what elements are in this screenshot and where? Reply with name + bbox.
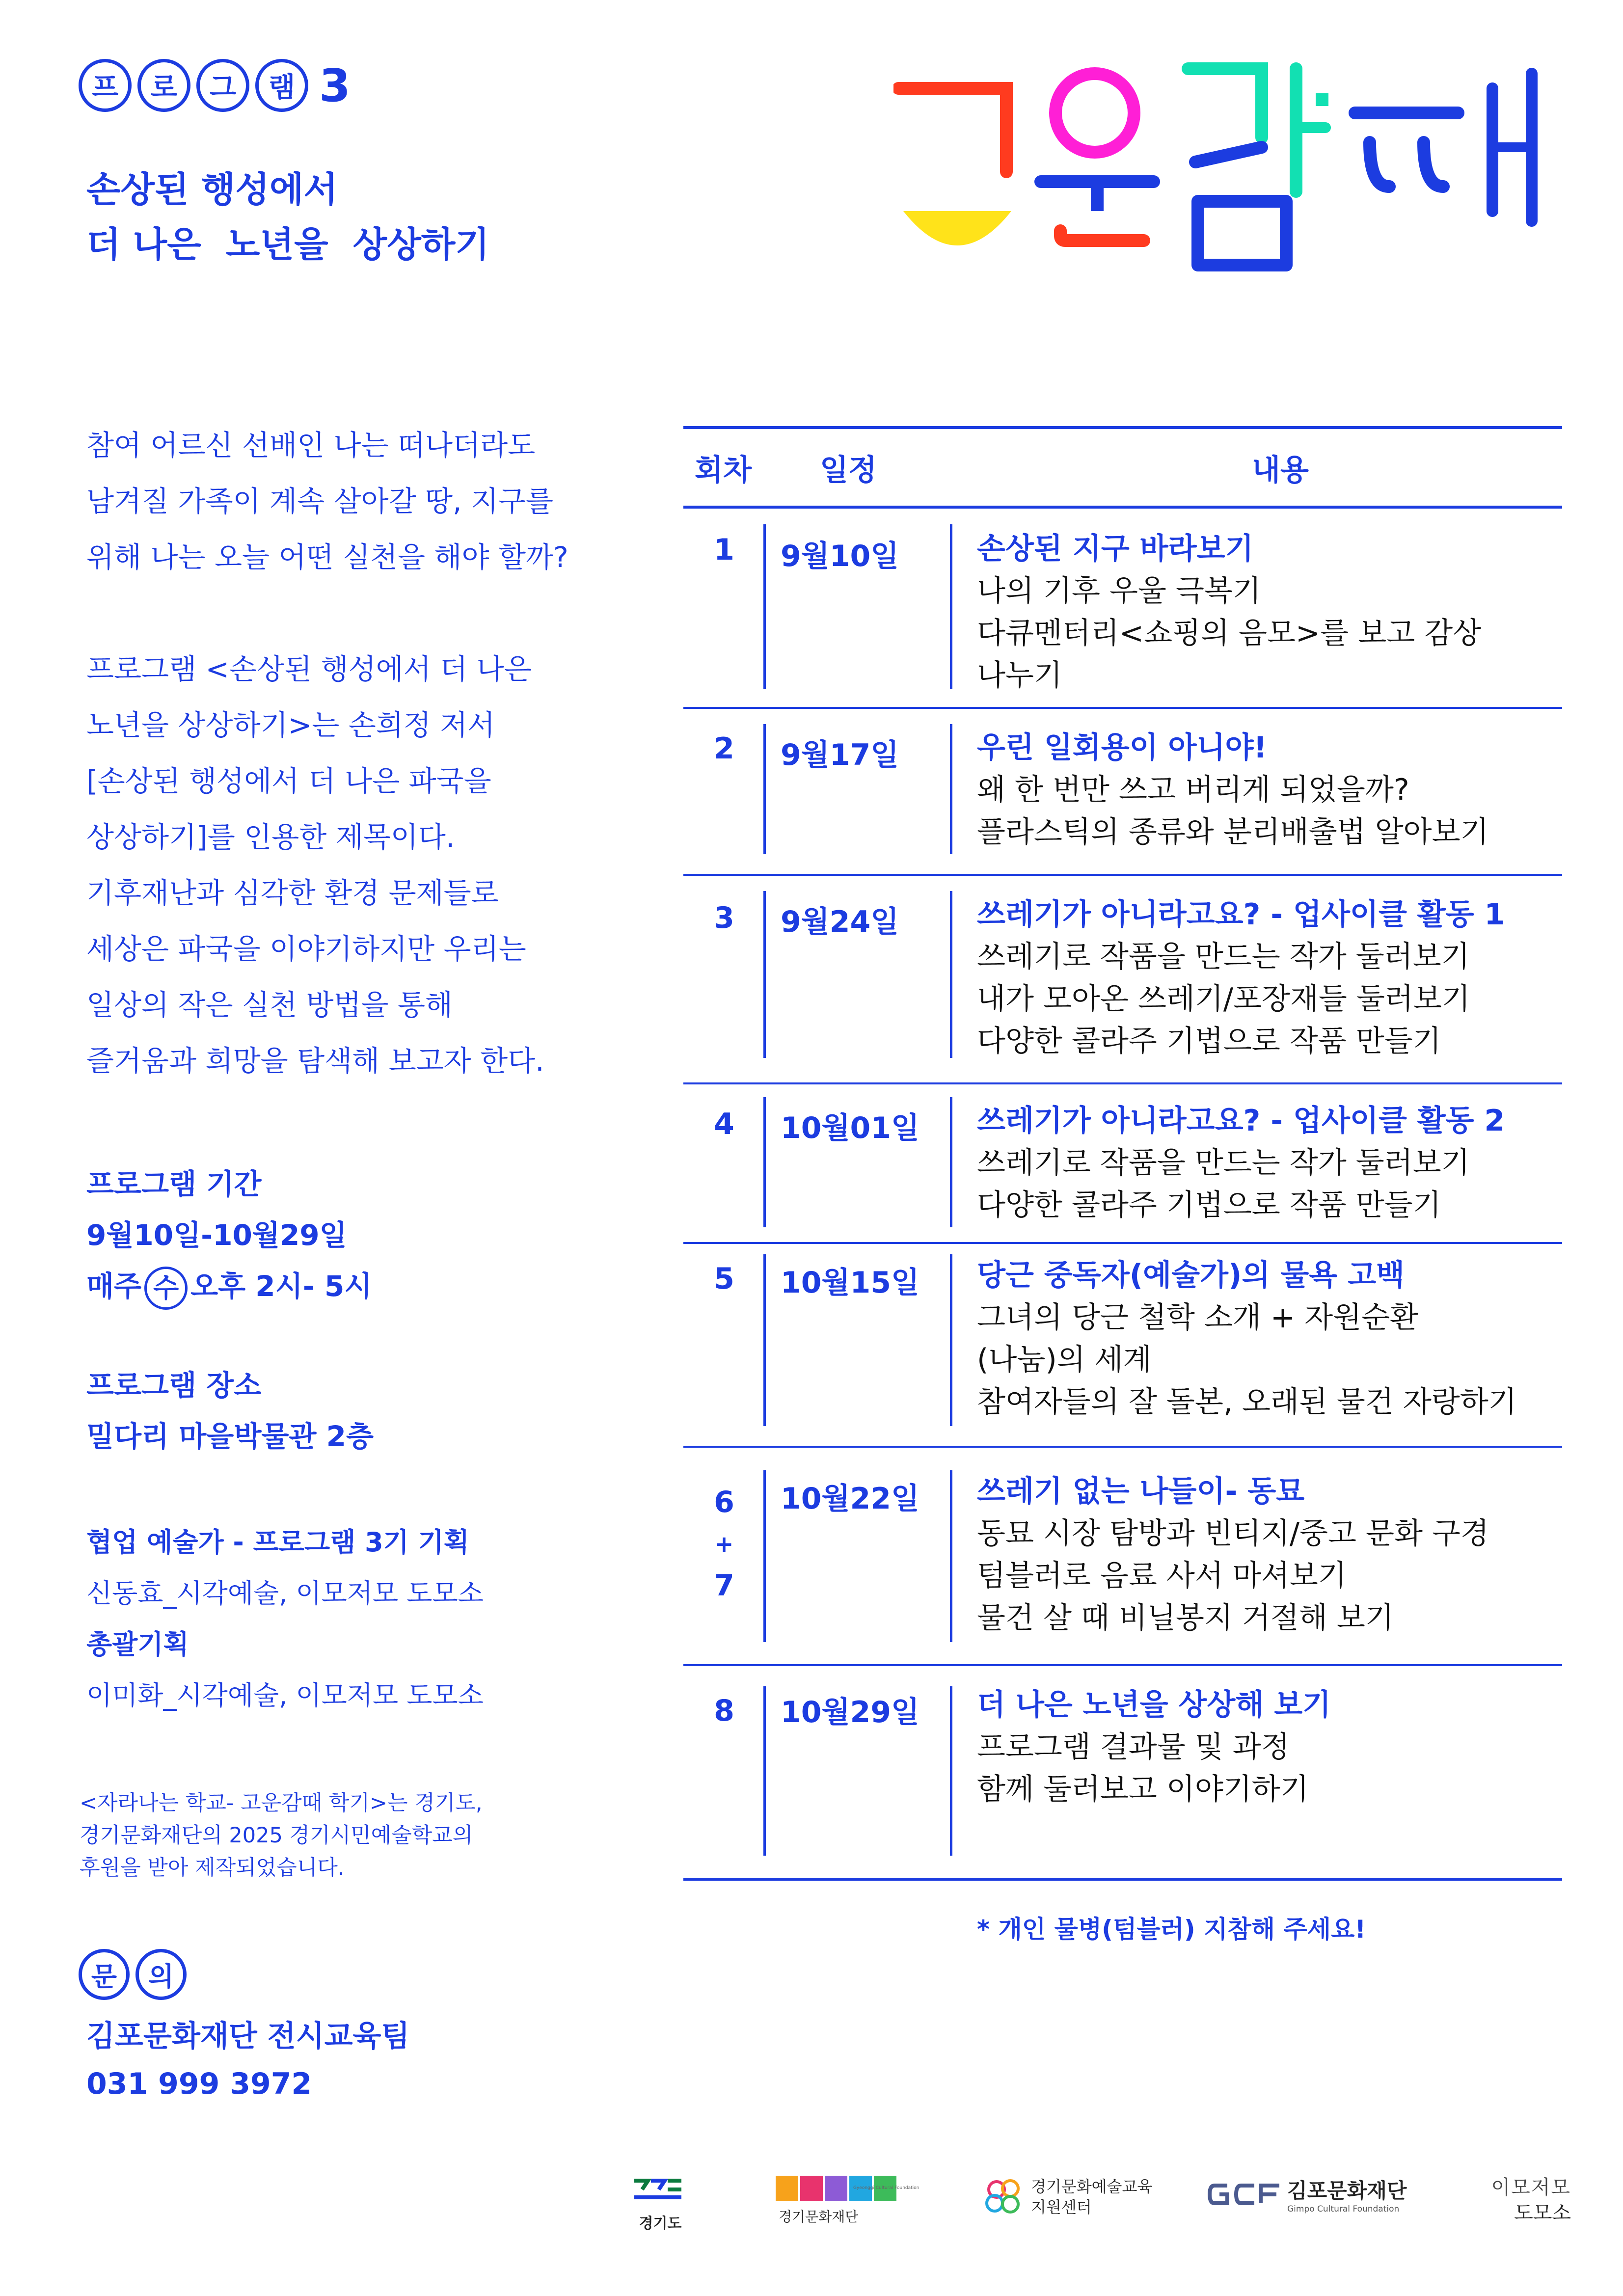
intro-line: 노년을 상상하기>는 손희정 저서 (86, 708, 495, 742)
row-number-part: 7 (714, 1568, 734, 1603)
program-char-circle: 프 (79, 59, 132, 112)
row-line: 플라스틱의 종류와 분리배출법 알아보기 (977, 815, 1489, 849)
row-line: 쓰레기로 작품을 만드는 작가 둘러보기 (977, 940, 1470, 974)
imojeomo-line: 이모저모 (1491, 2176, 1571, 2199)
inquiry-char-circle: 의 (135, 1949, 187, 2000)
column-divider (763, 724, 766, 854)
period-time: 오후 2시- 5시 (190, 1270, 372, 1303)
intro-paragraph (86, 417, 666, 585)
header-content: 내용 (1252, 453, 1309, 487)
row-line: 텀블러로 음료 사서 마셔보기 (977, 1559, 1347, 1593)
row-title: 손상된 지구 바라보기 (977, 532, 1254, 566)
venue-title: 프로그램 장소 (86, 1369, 262, 1402)
goungamttae-logo (893, 54, 1581, 290)
footnote-line: 경기문화재단의 2025 경기시민예술학교의 (80, 1823, 473, 1848)
table-bottom-rule (683, 1878, 1562, 1881)
header-date: 일정 (820, 453, 877, 487)
ggcf-label: 경기문화재단 (779, 2209, 859, 2225)
header-session: 회차 (695, 453, 752, 487)
intro-line: 일상의 작은 실천 방법을 통해 (86, 988, 453, 1022)
inquiry-org: 김포문화재단 전시교육팀 (86, 2019, 410, 2053)
row-date: 9월10일 (781, 539, 899, 573)
imojeomo-line: 도모소 (1514, 2202, 1571, 2224)
gimpo-logo (1208, 2175, 1424, 2214)
row-title: 쓰레기가 아니라고요? - 업사이클 활동 2 (977, 1104, 1505, 1138)
partner-logos (628, 2175, 1576, 2258)
row-title: 쓰레기 없는 나들이- 동묘 (977, 1474, 1305, 1509)
row-number: 2 (714, 731, 734, 766)
row-number: 4 (714, 1107, 734, 1141)
row-line: 다양한 콜라주 기법으로 작품 만들기 (977, 1024, 1441, 1058)
program-badge (79, 59, 351, 112)
row-title: 우린 일회용이 아니야! (977, 730, 1267, 765)
row-content (977, 893, 1505, 1062)
row-rule (683, 1664, 1562, 1666)
intro-line: 상상하기]를 인용한 제목이다. (86, 820, 455, 854)
row-line: 다큐멘터리<쇼핑의 음모>를 보고 감상 (977, 616, 1482, 650)
period-weekly (86, 1261, 372, 1312)
column-divider (950, 1686, 952, 1856)
planner-value: 이미화_시각예술, 이모저모 도모소 (86, 1680, 484, 1711)
intro-line: 프로그램 <손상된 행성에서 더 나은 (86, 652, 532, 686)
program-venue (86, 1360, 374, 1462)
intro-line: 세상은 파국을 이야기하지만 우리는 (86, 932, 526, 966)
arts-center-line: 경기문화예술교육 (1031, 2177, 1153, 2196)
planner-title: 총괄기획 (86, 1629, 189, 1660)
program-char-circle: 그 (196, 59, 249, 112)
row-date: 10월01일 (781, 1111, 920, 1145)
intro-line: 위해 나는 오늘 어떤 실천을 해야 할까? (86, 540, 568, 574)
gimpo-label (1287, 2175, 1407, 2214)
row-number: 8 (714, 1694, 734, 1728)
row-line: 그녀의 당근 철학 소개 + 자원순환 (977, 1300, 1419, 1335)
row-line: 물건 살 때 비닐봉지 거절해 보기 (977, 1601, 1394, 1635)
row-date: 10월22일 (781, 1482, 920, 1516)
inquiry-char-circle: 문 (79, 1949, 130, 2000)
sponsor-footnote (80, 1787, 595, 1884)
intro-line: 즐거움과 희망을 탐색해 보고자 한다. (86, 1044, 544, 1078)
gcf-mark-icon (1208, 2180, 1281, 2209)
row-line: 왜 한 번만 쓰고 버리게 되었을까? (977, 773, 1409, 807)
weekly-prefix: 매주 (86, 1270, 142, 1303)
arts-center-label (1031, 2176, 1152, 2217)
row-content (977, 1470, 1489, 1639)
column-divider (763, 891, 766, 1058)
row-rule (683, 1242, 1562, 1244)
imojeomo-logo (1473, 2175, 1571, 2226)
row-title: 쓰레기가 아니라고요? - 업사이클 활동 1 (977, 897, 1505, 932)
row-rule (683, 1446, 1562, 1448)
column-divider (763, 1686, 766, 1856)
gyeonggi-mark-icon (633, 2175, 682, 2209)
period-title: 프로그램 기간 (86, 1167, 262, 1201)
gimpo-ko-label: 김포문화재단 (1287, 2179, 1407, 2203)
row-content (977, 1684, 1331, 1810)
row-title: 당근 중독자(예술가)의 물욕 고백 (977, 1258, 1405, 1293)
row-rule (683, 1082, 1562, 1084)
weekday-circle: 수 (144, 1267, 188, 1310)
tumbler-note: * 개인 물병(텀블러) 지참해 주세요! (977, 1915, 1366, 1944)
inquiry-badge (79, 1949, 187, 2000)
program-char-circle: 로 (137, 59, 190, 112)
row-line: 함께 둘러보고 이야기하기 (977, 1772, 1309, 1807)
row-line: 내가 모아온 쓰레기/포장재들 둘러보기 (977, 982, 1470, 1016)
footnote-line: 후원을 받아 제작되었습니다. (80, 1856, 345, 1880)
row-content (977, 727, 1489, 853)
intro-line: 남겨질 가족이 계속 살아갈 땅, 지구를 (86, 485, 554, 518)
venue-value: 밀다리 마을박물관 2층 (86, 1420, 374, 1453)
artist-value: 신동효_시각예술, 이모저모 도모소 (86, 1578, 484, 1609)
column-divider (950, 524, 952, 689)
program-number: 3 (319, 59, 351, 112)
intro-paragraph (86, 641, 666, 1089)
table-header-rule (683, 506, 1562, 509)
row-line: 쓰레기로 작품을 만드는 작가 둘러보기 (977, 1146, 1470, 1180)
intro-line: 참여 어르신 선배인 나는 떠나더라도 (86, 429, 536, 462)
row-number-part: 6 (714, 1485, 734, 1519)
row-line: 참여자들의 잘 돌본, 오래된 물건 자랑하기 (977, 1385, 1517, 1419)
column-divider (950, 891, 952, 1058)
column-divider (763, 1470, 766, 1642)
row-line: 다양한 콜라주 기법으로 작품 만들기 (977, 1188, 1441, 1222)
column-divider (763, 524, 766, 689)
program-char-circle: 램 (255, 59, 308, 112)
program-period (86, 1159, 372, 1312)
column-divider (950, 1470, 952, 1642)
row-date: 9월24일 (781, 905, 899, 939)
row-number (702, 1478, 746, 1610)
column-divider (950, 1097, 952, 1227)
arts-center-line: 지원센터 (1031, 2198, 1092, 2216)
row-line: (나눔)의 세계 (977, 1343, 1152, 1377)
row-line: 나누기 (977, 658, 1062, 693)
subtitle-line: 더 나은 노년을 상상하기 (86, 224, 489, 265)
row-number: 1 (714, 533, 734, 567)
credits (86, 1517, 484, 1721)
row-number: 5 (714, 1262, 734, 1296)
column-divider (950, 724, 952, 854)
row-line: 동묘 시장 탐방과 빈티지/중고 문화 구경 (977, 1516, 1489, 1551)
row-date: 9월17일 (781, 738, 899, 772)
artist-title: 협업 예술가 - 프로그램 3기 기획 (86, 1527, 469, 1558)
row-content (977, 528, 1481, 697)
row-content (977, 1100, 1505, 1226)
row-date: 10월29일 (781, 1695, 920, 1729)
ggcf-logo (776, 2175, 923, 2226)
table-top-rule (683, 426, 1562, 429)
program-subtitle (86, 162, 489, 272)
column-divider (763, 1097, 766, 1227)
arts-center-logo (982, 2175, 1168, 2219)
row-number-part: + (714, 1531, 734, 1557)
row-content (977, 1254, 1517, 1423)
gyeonggi-label: 경기도 (639, 2215, 682, 2232)
row-number: 3 (714, 901, 734, 935)
intro-line: 기후재난과 심각한 환경 문제들로 (86, 876, 499, 910)
intro-line: [손상된 행성에서 더 나은 파국을 (86, 764, 491, 798)
row-line: 프로그램 결과물 및 과정 (977, 1730, 1290, 1764)
gyeonggi-logo (633, 2175, 687, 2233)
column-divider (763, 1254, 766, 1426)
row-date: 10월15일 (781, 1266, 920, 1300)
row-rule (683, 707, 1562, 709)
row-rule (683, 874, 1562, 876)
inquiry-phone[interactable]: 031 999 3972 (86, 2067, 312, 2101)
row-line: 나의 기후 우울 극복기 (977, 574, 1261, 608)
arts-center-flower-icon (982, 2175, 1026, 2219)
ggcf-en-label: Gyeonggi Cultural Foundation (853, 2186, 920, 2190)
footnote-line: <자라나는 학교- 고운감때 학기>는 경기도, (80, 1791, 483, 1815)
intro-text (86, 417, 666, 1089)
row-title: 더 나은 노년을 상상해 보기 (977, 1688, 1331, 1722)
column-divider (950, 1254, 952, 1426)
subtitle-line: 손상된 행성에서 (86, 169, 338, 210)
period-dates: 9월10일-10월29일 (86, 1218, 347, 1252)
gimpo-en-label: Gimpo Cultural Foundation (1287, 2204, 1400, 2214)
